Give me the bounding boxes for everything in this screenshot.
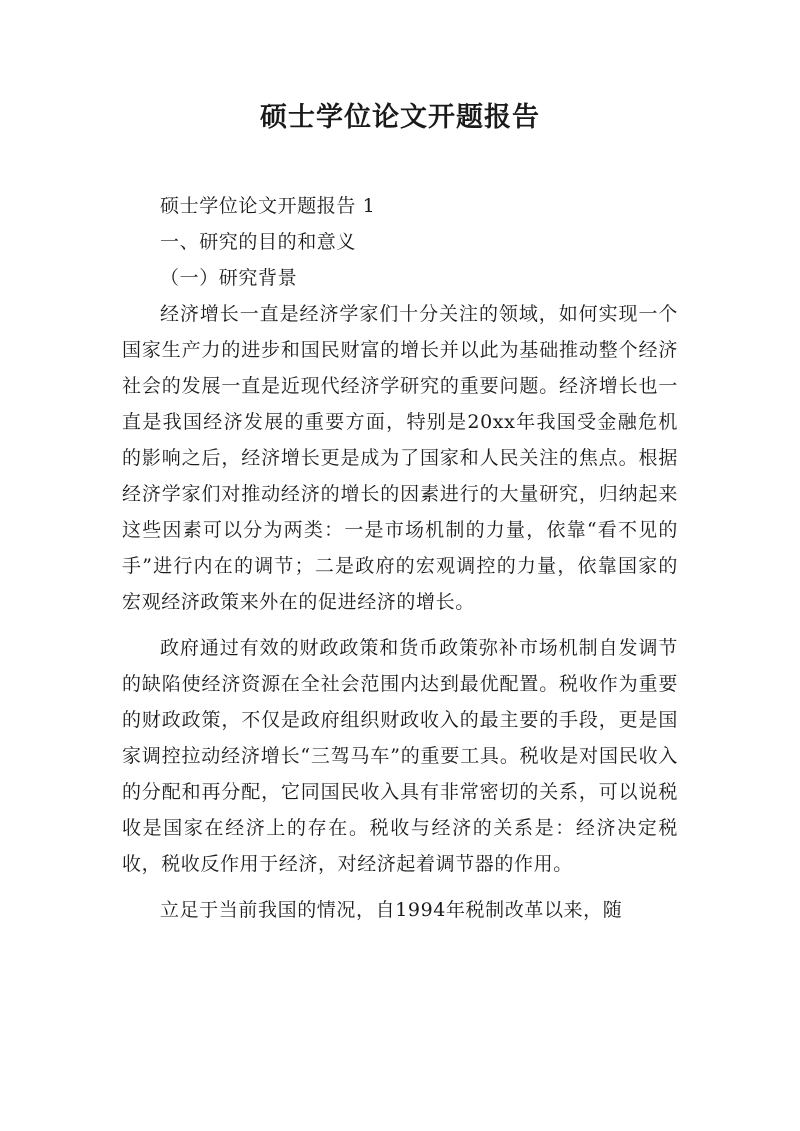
subsection-heading: （一）研究背景 <box>160 267 298 289</box>
paragraph: 政府通过有效的财政政策和货币政策弥补市场机制自发调节的缺陷使经济资源在全社会范围内达到最优配置。税收作为重要的财政政策，不仅是政府组织财政收入的最主要的手段，更是国家调控拉动经济增长“三驾马车”的重要工具。税收是对国民收入的分配和再分配，它同国民收入具有非常密切的关系，可以说税收是国家在经济上的存在。税收与经济的关系是：经济决定税收，税收反作用于经济，对经济起着调节器的作用。 <box>122 637 678 875</box>
paragraph: 经济增长一直是经济学家们十分关注的领域，如何实现一个国家生产力的进步和国民财富的增长并以此为基础推动整个经济社会的发展一直是近现代经济学研究的重要问题。经济增长也一直是我国经济发展的重要方面，特别是20xx年我国受金融危机的影响之后，经济增长更是成为了国家和人民关注的焦点。根据经济学家们对推动经济的增长的因素进行的大量研究，归纳起来这些因素可以分为两类：一是市场机制的力量，依靠“看不见的手”进行内在的调节；二是政府的宏观调控的力量，依靠国家的宏观经济政策来外在的促进经济的增长。 <box>122 303 678 613</box>
section-heading: 一、研究的目的和意义 <box>160 231 357 253</box>
paragraph: 立足于当前我国的情况，自1994年税制改革以来，随 <box>160 899 623 921</box>
document-title: 硕士学位论文开题报告 <box>260 102 540 133</box>
subtitle: 硕士学位论文开题报告 1 <box>160 195 376 217</box>
document-body <box>122 188 678 928</box>
